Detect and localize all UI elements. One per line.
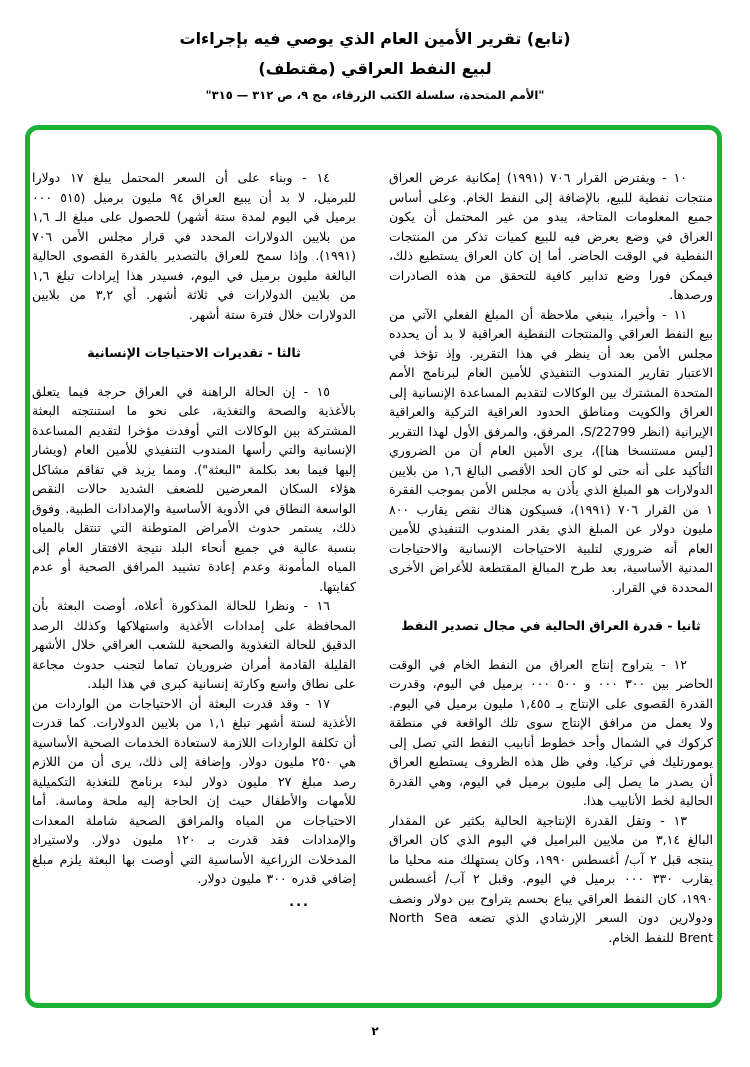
source-citation: "الأمم المتحدة، سلسلة الكتب الزرقاء، مج ٩، ص ٣١٢ — ٣١٥" [205, 88, 545, 102]
title-line-2: لبيع النفط العراقي (مقتطف) [258, 59, 492, 78]
column-right [389, 168, 713, 989]
body-paragraph: ١٣ - وتقل القدرة الإنتاجية الحالية بكثير عن المقدار البالغ ٣,١٤ من ملايين البراميل في اليوم الذي كان العراق ينتجه قبل ٢ آب/ أغسطس ١٩٩٠، وكان يستهلك منه محليا ما يقارب ٣٣٠ ٠٠٠ برميل في اليوم. وقبل ٢ آب/ أغسطس ١٩٩٠، كان النفط العراقي يباع بحسم يتراوح بين دولار ونصف ودولارين دون السعر الإرشادي الذي تضعه North Sea Brent للنفط الخام. [389, 812, 713, 945]
ellipsis-line: ... [289, 894, 310, 910]
body-paragraph: ١٦ - ونظرا للحالة المذكورة أعلاه، أوصت البعثة بأن المحافظة على إمدادات الأغذية واستهلاكها وكذلك الرصد الدقيق للحالة التغذوية والصحية للشعب العراقي خلال الأشهر القليلة القادمة أمران ضروريان تماما لتجنب حدوث مجاعة على نطاق واسع وكارثة إنسانية كبرى في هذا البلد. [32, 598, 356, 691]
two-column-text-area [30, 130, 717, 1003]
section-heading: ثانيا - قدرة العراق الحالية في مجال تصدير النفط [401, 618, 701, 633]
body-paragraph: ١٧ - وقد قدرت البعثة أن الاحتياجات من الواردات من الأغذية لستة أشهر تبلغ ١,١ من بلايين الدولارات. كما قدرت أن تكلفة الواردات اللازمة لاستعادة الخدمات الصحية الأساسية هي ٢٥٠ مليون دولار. وإضافة إلى ذلك، يرى أن من اللازم رصد مبلغ ٢٧ مليون دولار لبدء برنامج للتغذية التكميلية للأمهات والأطفال حيث إن الحاجة إليه ملحة وماسة. أما الاحتياجات من المياه والمرافق الصحية شاملة المعدات والإمدادات فقد قدرت بـ ١٢٠ مليون دولار. ولاستيراد المدخلات الزراعية الأساسية التي أوصت بها البعثة يلزم مبلغ إضافي قدره ٣٠٠ مليون دولار. [32, 695, 356, 886]
body-paragraph: ١٢ - يتراوح إنتاج العراق من النفط الخام في الوقت الحاضر بين ٣٠٠ ٠٠٠ و ٥٠٠ ٠٠٠ برميل في اليوم، وقدرت القدرة القصوى على الإنتاج بـ ١,٤٥٥ مليون برميل في اليوم. ولا يعمل من مرافق الإنتاج سوى تلك الواقعة في منطقة كركوك في الشمال وأحد خطوط أنابيب النفط التي تصل إلى يومورتليك في تركيا. وفي ظل هذه الظروف يستطيع العراق أن يصدر ما يصل إلى مليون برميل في اليوم، وهي القدرة الحالية لخط الأنابيب هذا. [389, 656, 713, 808]
body-paragraph: ١٥ - إن الحالة الراهنة في العراق حرجة فيما يتعلق بالأغذية والصحة والتغذية، على نحو ما استنتجته البعثة المشتركة بين الوكالات التي أوفدت مؤخرا لتقديم المساعدة الإنسانية والتي رأسها المندوب التنفيذي للأمين العام (ويشار إليها فيما بعد بكلمة "البعثة"). ومما يزيد في تفاقم مشاكل هؤلاء السكان المعرضين للضعف الشديد حالات النقص الواسعة النطاق في الأدوية الأساسية والإمدادات الطبية. وفوق ذلك، يستمر حدوث الأمراض المتوطنة التي تنتقل بالمياه بنسبة عالية في جميع أنحاء البلد نتيجة الافتقار العام إلى المياه المأمونة وعدم إعادة تشييد المرافق الصحية أو عدم كفايتها. [32, 383, 356, 594]
body-paragraph: ١٠ - ويفترض القرار ٧٠٦ (١٩٩١) إمكانية عرض العراق منتجات نفطية للبيع، بالإضافة إلى النفط الخام. وعلى أساس جميع المعلومات المتاحة، يبدو من غير المحتمل أن يكون العراق في وضع يعرض فيه للبيع كميات تذكر من المنتجات النفطية في الوقت الحاضر. أما إن كان العراق يستطيع ذلك، فيمكن فورا وضع تدابير كافية للتحقق من هذه الصادرات ورصدها. [389, 170, 713, 302]
title-line-1: (تابع) تقرير الأمين العام الذي يوصي فيه بإجراءات [179, 29, 571, 48]
section-heading: ثالثا - تقديرات الاحتياجات الإنسانية [87, 345, 301, 360]
body-paragraph: ١٤ - وبناء على أن السعر المحتمل يبلغ ١٧ دولارا للبرميل، لا بد أن يبيع العراق ٩٤ مليون برميل (٥١٥ ٠٠٠ برميل في اليوم لمدة ستة أشهر) للحصول على مبلغ الـ ١,٦ من بلايين الدولارات المحدد في قرار مجلس الأمن ٧٠٦ (١٩٩١). وإذا سمح للعراق بالتصدير بالقدرة القصوى الحالية البالغة مليون برميل في اليوم، فسيدر هذا إيرادات تبلغ ١,٦ من بلايين الدولارات في ثلاثة أشهر. أي ٣,٢ من بلايين الدولارات خلال فترة ستة أشهر. [32, 170, 356, 322]
green-border-frame [25, 125, 722, 1008]
page-number: ٢ [371, 1024, 379, 1038]
document-header [0, 24, 750, 102]
body-paragraph: ١١ - وأخيرا، ينبغي ملاحظة أن المبلغ الفعلي الآتي من بيع النفط العراقي والمنتجات النفطية العراقية لا بد أن يحدده مجلس الأمن بعد أن ينظر في هذا التقرير. وإذ تؤخذ في الاعتبار تقارير المندوب التنفيذي للأمين العام لبرنامج الأمم المتحدة المشترك بين الوكالات لتقديم المساعدة الإنسانية إلى العراق والكويت ومناطق الحدود العراقية التركية والعراقية الإيرانية (انظر S/22799، المرفق، والمرفق الأول لهذا التقرير [ليس مستنسخا هنا])، يرى الأمين العام أن من الضروري التأكيد على أنه حتى لو كان الحد الأقصى البالغ ١,٦ من بلايين الدولارات هو المبلغ الذي يأذن به مجلس الأمن بموجب الفقرة ١ من القرار ٧٠٦ (١٩٩١)، فسيكون هناك نقص يقارب ٨٠٠ مليون دولار عن المبلغ الذي يقدر المندوب التنفيذي للأمين العام أنه ضروري لتلبية الاحتياجات الإنسانية والاحتياجات المدنية الأساسية، بعد طرح المبالغ المقتطعة للأغراض الأخرى المحددة في القرار. [389, 306, 713, 595]
column-left [32, 168, 356, 989]
